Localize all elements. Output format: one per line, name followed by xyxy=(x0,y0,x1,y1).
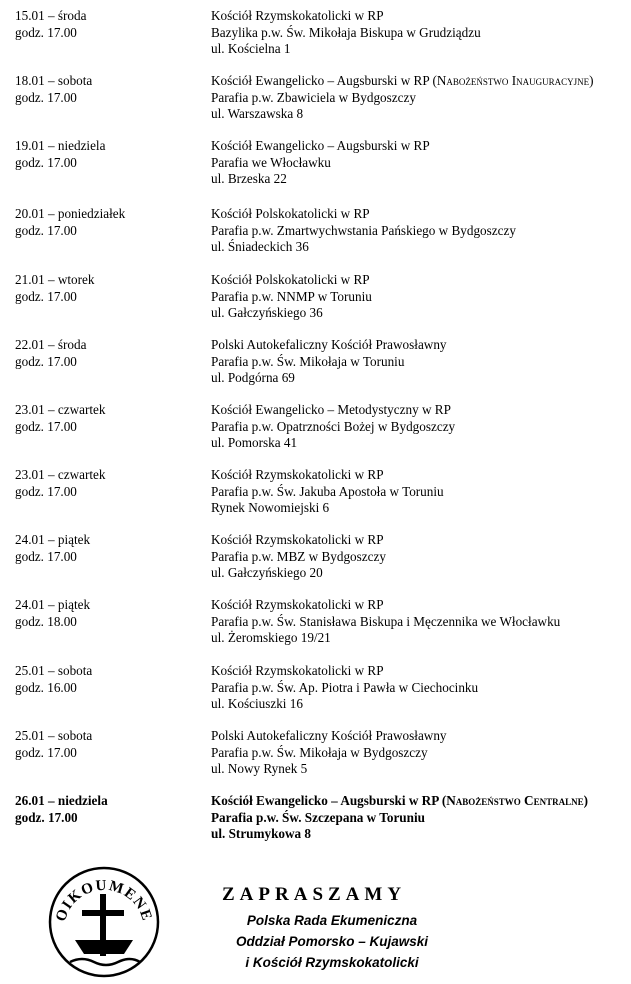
entry-church-name: Kościół Rzymskokatolicki w RP xyxy=(211,663,384,678)
entry-time: godz. 18.00 xyxy=(15,613,77,629)
entry-parish: Parafia p.w. Św. Jakuba Apostoła w Toruniu xyxy=(211,483,444,499)
entry-date: 20.01 – poniedziałek xyxy=(15,206,126,221)
entry-parish: Parafia p.w. Opatrzności Bożej w Bydgoszczy xyxy=(211,418,456,434)
entry-church xyxy=(211,402,631,419)
entry-church xyxy=(211,793,631,810)
entry-date: 15.01 – środa xyxy=(15,8,87,23)
entry-service-note: (Nabożeństwo Inauguracyjne) xyxy=(432,73,594,88)
entry-church xyxy=(211,73,631,90)
entry-address: ul. Strumykowa 8 xyxy=(211,826,312,841)
org-line-3: i Kościół Rzymskokatolicki xyxy=(245,955,419,970)
entry-church-name: Kościół Polskokatolicki w RP xyxy=(211,206,370,221)
entry-date-column xyxy=(15,467,205,500)
entry-place-column xyxy=(211,663,631,713)
entry-date: 22.01 – środa xyxy=(15,337,87,352)
entry-place-column xyxy=(211,73,631,123)
entry-date: 23.01 – czwartek xyxy=(15,467,106,482)
entry-church-name: Kościół Ewangelicko – Metodystyczny w RP xyxy=(211,402,451,417)
entry-church-name: Kościół Polskokatolicki w RP xyxy=(211,272,370,287)
entry-place-column xyxy=(211,793,631,843)
entry-church xyxy=(211,138,631,155)
entry-place-column xyxy=(211,532,631,582)
logo-text: OIKOUMENE xyxy=(52,877,156,924)
entry-church xyxy=(211,532,631,549)
entry-date: 24.01 – piątek xyxy=(15,532,91,547)
entry-date-column xyxy=(15,8,205,41)
entry-date: 24.01 – piątek xyxy=(15,597,91,612)
entry-time: godz. 17.00 xyxy=(15,353,77,369)
entry-address: ul. Gałczyńskiego 36 xyxy=(211,305,323,320)
entry-church-name: Kościół Rzymskokatolicki w RP xyxy=(211,597,384,612)
org-line-2: Oddział Pomorsko – Kujawski xyxy=(235,934,429,949)
entry-date: 18.01 – sobota xyxy=(15,73,93,88)
entry-time: godz. 16.00 xyxy=(15,679,77,695)
entry-date: 19.01 – niedziela xyxy=(15,138,106,153)
entry-address: Rynek Nowomiejski 6 xyxy=(211,500,330,515)
entry-time: godz. 17.00 xyxy=(15,222,77,238)
org-line-1: Polska Rada Ekumeniczna xyxy=(246,913,418,928)
entry-address: ul. Żeromskiego 19/21 xyxy=(211,630,331,645)
entry-parish: Parafia p.w. MBZ w Bydgoszczy xyxy=(211,548,386,564)
entry-church-name: Kościół Rzymskokatolicki w RP xyxy=(211,8,384,23)
entry-place-column xyxy=(211,728,631,778)
entry-time: godz. 17.00 xyxy=(15,483,77,499)
entry-church-name: Kościół Rzymskokatolicki w RP xyxy=(211,467,384,482)
entry-date: 23.01 – czwartek xyxy=(15,402,106,417)
entry-time: godz. 17.00 xyxy=(15,744,77,760)
entry-place-column xyxy=(211,337,631,387)
entry-church xyxy=(211,597,631,614)
entry-place-column xyxy=(211,467,631,517)
invite-heading: ZAPRASZAMY xyxy=(222,884,407,905)
entry-time: godz. 17.00 xyxy=(15,548,77,564)
oikoumene-logo xyxy=(48,866,160,978)
entry-parish: Parafia p.w. Św. Mikołaja w Bydgoszczy xyxy=(211,744,428,760)
entry-address: ul. Kościuszki 16 xyxy=(211,696,303,711)
entry-parish: Bazylika p.w. Św. Mikołaja Biskupa w Grudziądzu xyxy=(211,24,481,40)
entry-date: 21.01 – wtorek xyxy=(15,272,95,287)
entry-date-column xyxy=(15,728,205,761)
entry-address: ul. Nowy Rynek 5 xyxy=(211,761,308,776)
entry-date-column xyxy=(15,402,205,435)
entry-date-column xyxy=(15,663,205,696)
entry-date-column xyxy=(15,272,205,305)
entry-time: godz. 17.00 xyxy=(15,418,77,434)
entry-address: ul. Brzeska 22 xyxy=(211,171,287,186)
entry-time: godz. 17.00 xyxy=(15,288,77,304)
entry-address: ul. Warszawska 8 xyxy=(211,106,304,121)
entry-place-column xyxy=(211,206,631,256)
entry-date-column xyxy=(15,793,205,826)
entry-parish: Parafia p.w. Zbawiciela w Bydgoszczy xyxy=(211,89,416,105)
entry-time: godz. 17.00 xyxy=(15,154,77,170)
entry-date: 25.01 – sobota xyxy=(15,663,93,678)
entry-church-name: Kościół Ewangelicko – Augsburski w RP xyxy=(211,73,430,88)
entry-address: ul. Kościelna 1 xyxy=(211,41,291,56)
entry-time: godz. 17.00 xyxy=(15,809,78,825)
entry-church xyxy=(211,663,631,680)
entry-church xyxy=(211,728,631,745)
entry-church-name: Polski Autokefaliczny Kościół Prawosławny xyxy=(211,337,447,352)
entry-church-name: Kościół Ewangelicko – Augsburski w RP xyxy=(211,793,439,808)
entry-parish: Parafia p.w. Św. Szczepana w Toruniu xyxy=(211,809,425,825)
entry-church-name: Kościół Rzymskokatolicki w RP xyxy=(211,532,384,547)
entry-date-column xyxy=(15,206,205,239)
entry-service-note: (Nabożeństwo Centralne) xyxy=(441,793,588,808)
entry-place-column xyxy=(211,8,631,58)
entry-place-column xyxy=(211,138,631,188)
entry-parish: Parafia p.w. Św. Mikołaja w Toruniu xyxy=(211,353,405,369)
entry-church xyxy=(211,337,631,354)
entry-parish: Parafia p.w. Zmartwychwstania Pańskiego w Bydgoszczy xyxy=(211,222,516,238)
entry-church-name: Polski Autokefaliczny Kościół Prawosławny xyxy=(211,728,447,743)
entry-date: 25.01 – sobota xyxy=(15,728,93,743)
entry-address: ul. Gałczyńskiego 20 xyxy=(211,565,323,580)
entry-date-column xyxy=(15,532,205,565)
entry-date-column xyxy=(15,597,205,630)
entry-church xyxy=(211,206,631,223)
entry-parish: Parafia p.w. Św. Ap. Piotra i Pawła w Ciechocinku xyxy=(211,679,479,695)
entry-address: ul. Podgórna 69 xyxy=(211,370,295,385)
entry-date-column xyxy=(15,138,205,171)
entry-church xyxy=(211,272,631,289)
entry-parish: Parafia p.w. NNMP w Toruniu xyxy=(211,288,372,304)
entry-church xyxy=(211,467,631,484)
entry-parish: Parafia we Włocławku xyxy=(211,154,331,170)
entry-place-column xyxy=(211,402,631,452)
entry-address: ul. Pomorska 41 xyxy=(211,435,298,450)
entry-address: ul. Śniadeckich 36 xyxy=(211,239,309,254)
entry-place-column xyxy=(211,597,631,647)
entry-parish: Parafia p.w. Św. Stanisława Biskupa i Męczennika we Włocławku xyxy=(211,613,561,629)
entry-place-column xyxy=(211,272,631,322)
entry-time: godz. 17.00 xyxy=(15,89,77,105)
entry-church-name: Kościół Ewangelicko – Augsburski w RP xyxy=(211,138,430,153)
entry-date-column xyxy=(15,337,205,370)
entry-time: godz. 17.00 xyxy=(15,24,77,40)
entry-date: 26.01 – niedziela xyxy=(15,793,108,808)
entry-church xyxy=(211,8,631,25)
entry-date-column xyxy=(15,73,205,106)
